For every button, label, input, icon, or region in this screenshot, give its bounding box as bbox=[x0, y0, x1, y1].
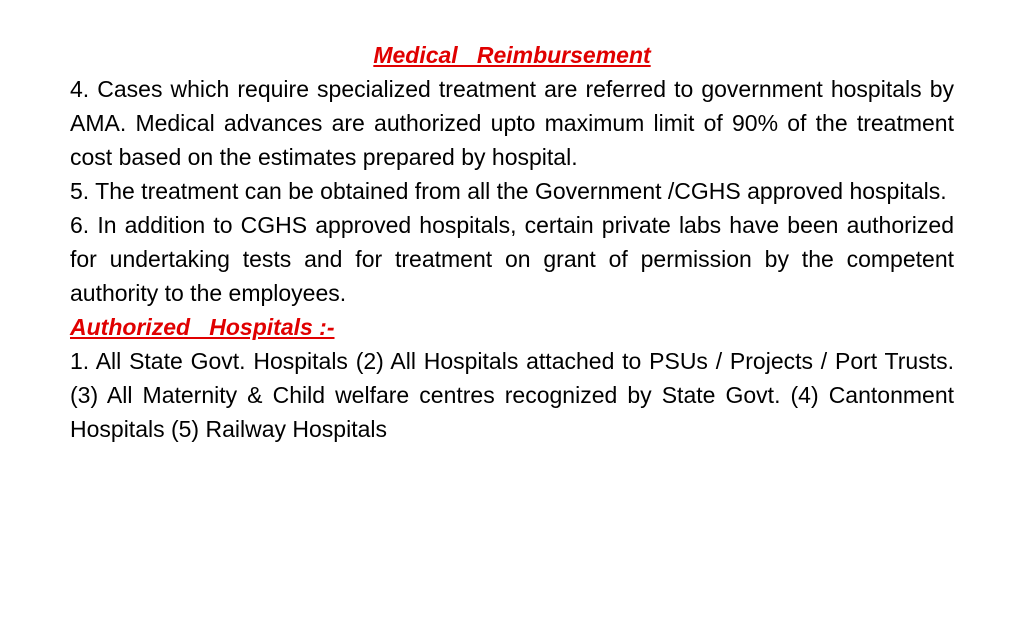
slide-title: Medical Reimbursement bbox=[373, 42, 651, 68]
hospitals-list-text: 1. All State Govt. Hospitals (2) All Hospitals attached to PSUs / Projects / Port Trusts. (3) All Maternity & Child welfare centres recognized by State Govt. (4) Cantonment Hospitals (5) Railway Hospitals bbox=[70, 348, 954, 442]
slide-content bbox=[70, 38, 954, 446]
paragraph-5: 5. The treatment can be obtained from all the Government /CGHS approved hospitals. bbox=[70, 178, 947, 204]
paragraph-6: 6. In addition to CGHS approved hospitals, certain private labs have been authorized for undertaking tests and for treatment on grant of permission by the competent authority to the employees. bbox=[70, 212, 954, 306]
section-heading-authorized-hospitals: Authorized Hospitals :- bbox=[70, 314, 335, 340]
paragraph-4: 4. Cases which require specialized treatment are referred to government hospitals by AMA. Medical advances are authorized upto maximum limit of 90% of the treatment cost based on the estimates prepared by hospital. bbox=[70, 76, 954, 170]
